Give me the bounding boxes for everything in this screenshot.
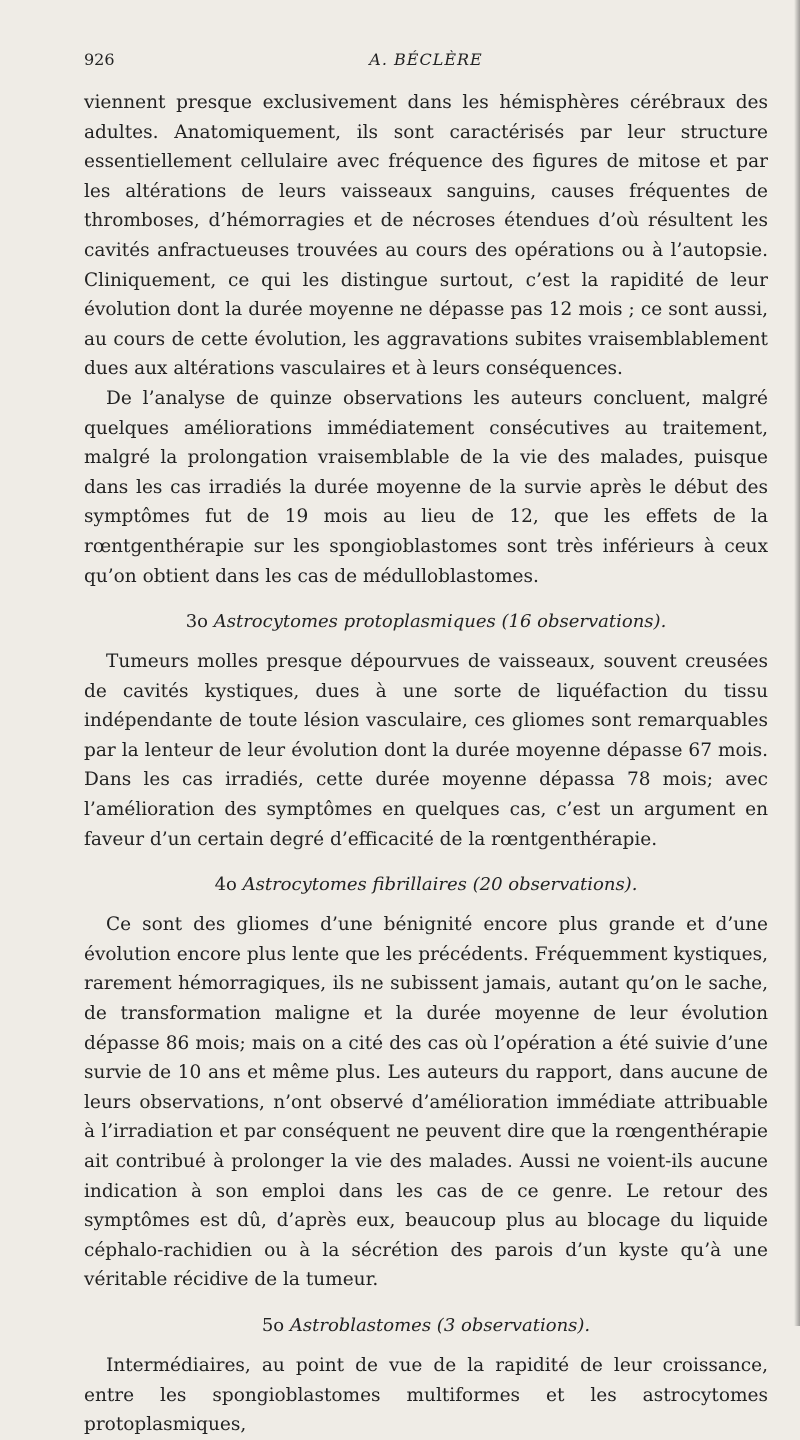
page-number: 926 [84,50,115,69]
page-spine-shadow [794,0,800,1326]
paragraph-spongioblastomes-conclusion: De l’analyse de quinze observations les auteurs concluent, malgré quelques améliorations immédiatement consécutives au traitement, malgré la prolongation vraisemblable de la vie des malades, puisque dans les cas irradiés la durée moyenne de la survie après le début des symptômes fut de 19 mois au lieu de 12, que les effets de la rœntgenthérapie sur les spongioblastomes sont très inférieurs à ceux qu’on obtient dans les cas de médulloblastomes. [84,387,768,587]
section-title: Astrocytomes protoplasmiques [213,611,496,633]
section-number: 5o [261,1314,285,1336]
running-title: A. BÉCLÈRE [369,50,483,69]
section-number: 4o [214,874,237,896]
paragraph-spongioblastomes-description: viennent presque exclusivement dans les hémisphères cérébraux des adultes. Anatomiquement, ils sont caractérisés par leur structure essentiellement cellulaire avec fréquence des figures de mitose et par les altérations de leurs vaisseaux sanguins, causes fréquentes de thromboses, d’hémorragies et de nécroses étendues d’où résultent les cavités anfractueuses trouvées au cours des opérations ou à l’autopsie. Cliniquement, ce qui les distingue surtout, c’est la rapidité de leur évolution dont la durée moyenne ne dépasse pas 12 mois ; ce sont aussi, au cours de cette évolution, les aggravations subites vraisemblablement dues aux altérations vasculaires et à leurs conséquences. [84,92,768,380]
section-count: (20 observations). [472,874,638,896]
section-title: Astrocytomes fibrillaires [242,874,467,896]
section-count: (3 observations). [436,1314,591,1336]
section-title: Astroblastomes [289,1314,432,1336]
paragraph-astrocytomes-fibrillaires: Ce sont des gliomes d’une bénignité encore plus grande et d’une évolution encore plus lente que les précédents. Fréquemment kystiques, rarement hémorragiques, ils ne subissent jamais, autant qu’on le sache, de transformation maligne et la durée moyenne de leur évolution dépasse 86 mois; mais on a cité des cas où l’opération a été suivie d’une survie de 10 ans et même plus. Les auteurs du rapport, dans aucune de leurs observations, n’ont observé d’amélioration immédiate attribuable à l’irradiation et par conséquent ne peuvent dire que la rœngenthérapie ait contribué à prolonger la vie des malades. Aussi ne voient-ils aucune indication à son emploi dans les cas de ce genre. Le retour des symptômes est dû, d’après eux, beaucoup plus au blocage du liquide céphalo-rachidien ou à la sécrétion des parois d’un kyste qu’à une véritable récidive de la tumeur. [84,914,768,1291]
section-number: 3o [185,611,208,633]
running-head [84,50,768,78]
paragraph-astrocytomes-protoplasmiques: Tumeurs molles presque dépourvues de vaisseaux, souvent creusées de cavités kystiques, dues à une sorte de liquéfaction du tissu indépendante de toute lésion vasculaire, ces gliomes sont remarquables par la lenteur de leur évolution dont la durée moyenne dépasse 67 mois. Dans les cas irradiés, cette durée moyenne dépassa 78 mois; avec l’amélioration des symptômes en quelques cas, c’est un argument en faveur d’un certain degré d’efficacité de la rœntgenthérapie. [84,651,768,850]
section-count: (16 observations). [501,611,667,633]
section-heading-astrocytomes-protoplasmiques [84,609,768,635]
paragraph-astroblastomes: Intermédiaires, au point de vue de la rapidité de leur croissance, entre les spongioblastomes multiformes et les astrocytomes protoplasmiques, [84,1354,768,1436]
section-heading-astrocytomes-fibrillaires [84,872,768,898]
